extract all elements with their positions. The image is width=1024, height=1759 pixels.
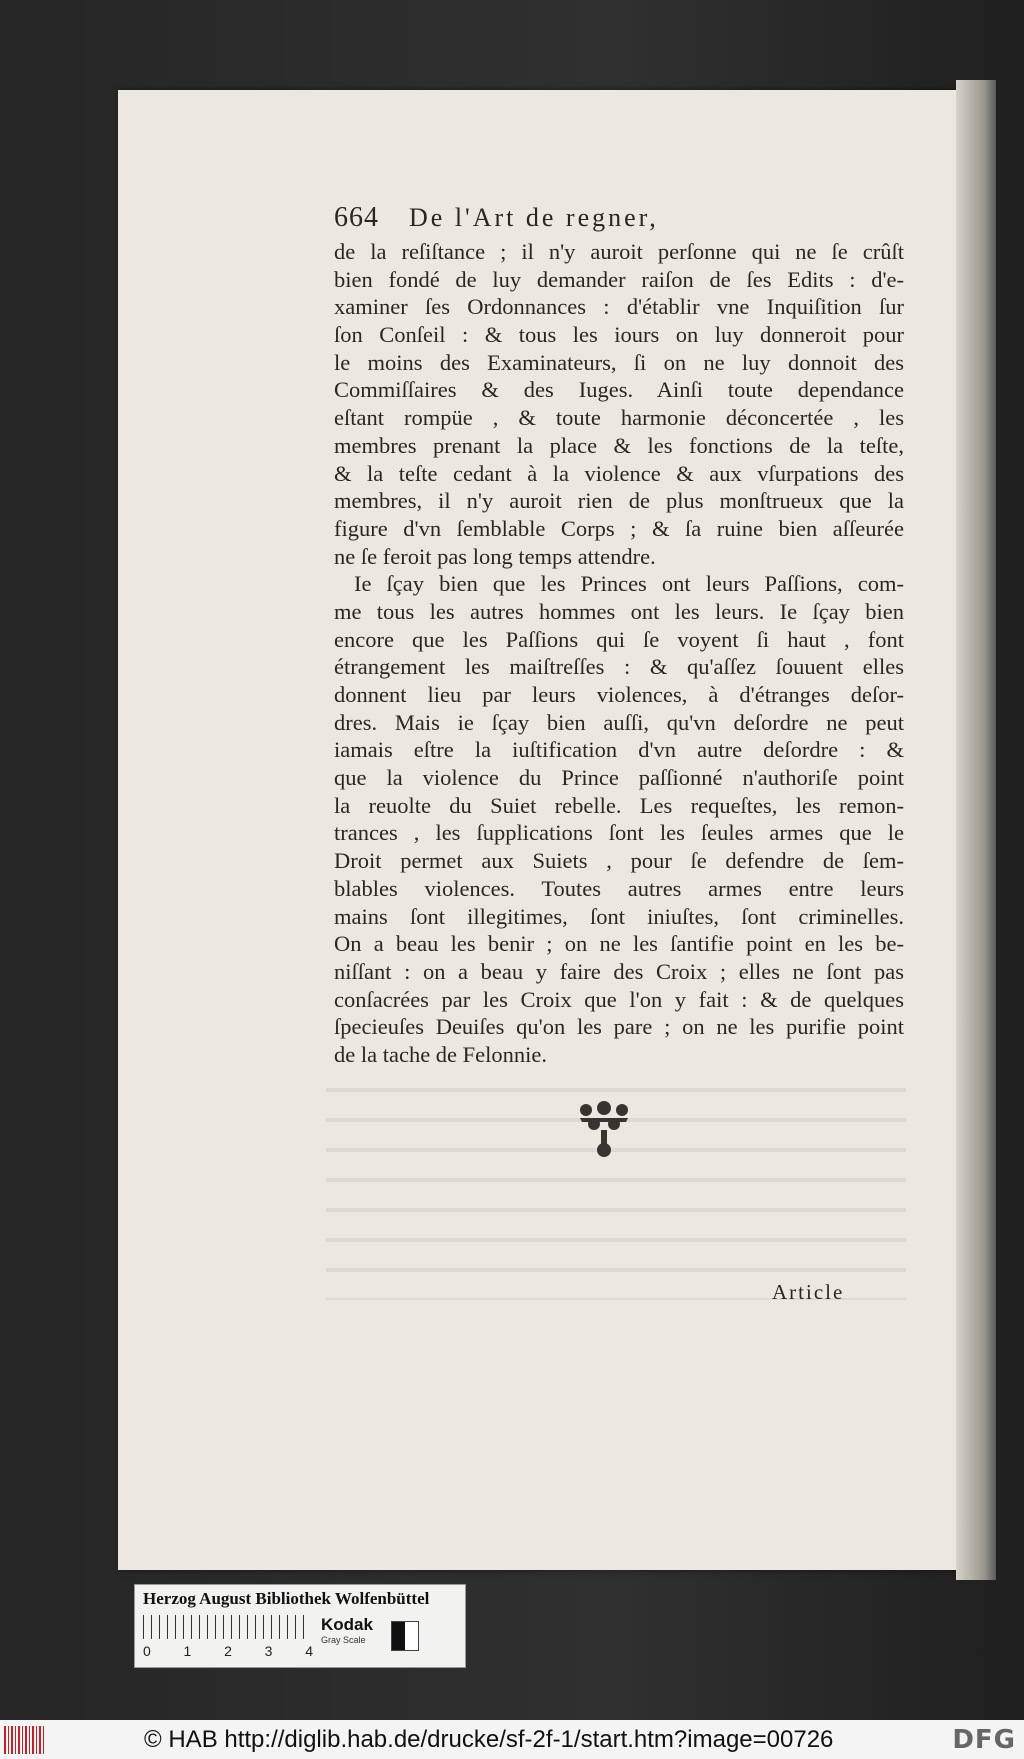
ruler-numbers [143,1643,313,1659]
ruler-num: 2 [224,1643,232,1659]
ruler-num: 3 [264,1643,273,1659]
text-line: iamais eſtre la iuſtification d'vn autre deſordre : & [334,737,904,763]
card-institution: Herzog August Bibliothek Wolfenbüttel [143,1589,430,1608]
text-line: de la tache de Felonnie. [334,1041,548,1067]
text-line: étrangement les maiſtreſſes : & qu'aſſez ſouuent elles [334,654,904,680]
page-header [334,202,904,236]
text-line: On a beau les benir ; on ne les ſantifie point en les be- [334,931,904,957]
text-line: de la reſiſtance ; il n'y auroit perſonne qui ne ſe crûſt [334,239,904,264]
text-line: blables violences. Toutes autres armes entre leurs [334,875,904,901]
text-line: trances , les ſupplications ſont les ſeules armes que le [334,820,904,846]
text-line: bien fondé de luy demander raiſon de ſes Edits : d'e- [334,266,904,292]
text-line: Droit permet aux Suiets , pour ſe defendre de ſem- [334,848,904,874]
color-calibration-card [134,1584,466,1668]
page-edge [956,80,996,1580]
text-line: conſacrées par les Croix que l'on y fait : & de quelques [334,986,904,1012]
text-line: membres, il n'y auroit rien de plus monſtrueux que la [334,488,904,514]
text-line: Ie ſçay bien que les Princes ont leurs Paſſions, com- [354,571,904,597]
text-line: encore que les Paſſions qui ſe voyent ſi haut , font [334,626,904,652]
text-line: dres. Mais ie ſçay bien auſſi, qu'vn deſordre ne peut [334,709,904,735]
text-line: le moins des Examinateurs, ſi on ne luy donnoit des [334,349,904,375]
text-line: que la violence du Prince paſſionné n'authoriſe point [334,765,904,791]
text-line: membres prenant la place & les fonctions de la teſte, [334,432,904,458]
text-line: Commiſſaires & des Iuges. Ainſi toute dependance [334,377,904,403]
copyright-link[interactable]: © HAB http://diglib.hab.de/drucke/sf-2f-1/start.htm?image=00726 [144,1725,834,1753]
ruler-num: 4 [305,1643,313,1659]
page-text [334,202,904,1069]
catchword: Article [772,1280,845,1304]
page-number: 664 [334,202,379,233]
gray-swatch [391,1621,419,1651]
ruler-num: 0 [143,1643,151,1659]
viewer-footer [0,1720,1024,1759]
text-line: xaminer ſes Ordonnances : d'établir vne Inquiſition ſur [334,294,904,320]
card-subtitle: Gray Scale [321,1635,366,1645]
text-line: ſon Conſeil : & tous les iours on luy donneroit pour [334,322,904,348]
text-line: ſpecieuſes Deuiſes qu'on les pare ; on ne les purifie point [334,1014,904,1040]
fleuron-ornament-icon [576,1100,632,1160]
card-brand: Kodak [321,1615,373,1634]
ruler-num: 1 [183,1643,192,1659]
text-lines [334,238,904,1069]
text-line: & la teſte cedant à la violence & aux vſurpations des [334,460,904,486]
ruler-scale [143,1615,311,1639]
text-line: mains ſont illegitimes, ſont iniuſtes, ſont criminelles. [334,903,904,929]
text-line: donnent lieu par leurs violences, à d'étranges deſor- [334,682,904,707]
text-line: figure d'vn ſemblable Corps ; & ſa ruine bien aſſeurée [334,515,904,541]
text-line: la reuolte du Suiet rebelle. Les requeſtes, les remon- [334,792,904,818]
barcode-logo-icon [4,1726,44,1754]
text-line: eſtant rompüe , & toute harmonie déconcertée , les [334,405,904,431]
dfg-logo: DFG [952,1724,1016,1755]
running-title: De l'Art de regner, [409,203,659,232]
text-line: niſſant : on a beau y faire des Croix ; elles ne ſont pas [334,958,904,984]
text-line: me tous les autres hommes ont les leurs. Ie ſçay bien [334,598,904,624]
text-line: ne ſe feroit pas long temps attendre. [334,543,656,569]
